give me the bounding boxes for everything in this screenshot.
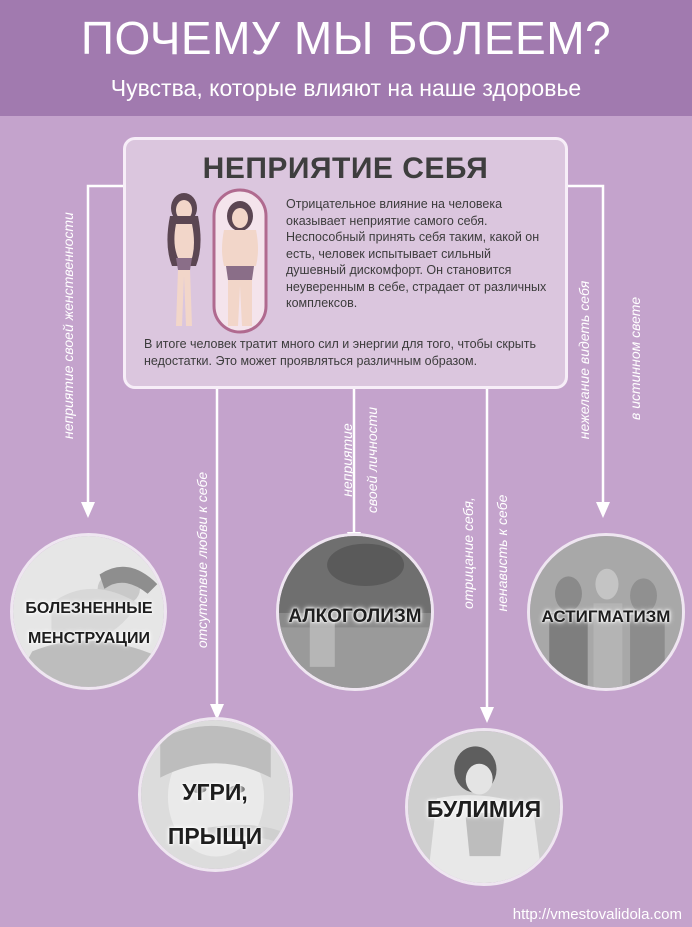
label-femininity: неприятие своей женственности <box>60 212 76 439</box>
label-menstruation-line2: МЕНСТРУАЦИИ <box>28 630 150 647</box>
label-acne-line1: УГРИ, <box>182 779 248 805</box>
label-personality-2: своей личности <box>364 406 380 514</box>
card-title: НЕПРИЯТИЕ СЕБЯ <box>202 152 489 185</box>
card-conclusion: В итоге человек тратит много сил и энергии для того, чтобы скрыть недостатки. Это может проявляться различным образом. <box>144 337 537 368</box>
label-alcoholism: АЛКОГОЛИЗМ <box>288 606 422 627</box>
label-bulimia: БУЛИМИЯ <box>426 796 542 822</box>
women-mirror-illustration <box>152 186 282 336</box>
label-denial-1: отрицание себя, <box>460 497 476 609</box>
self-rejection-card <box>123 137 568 389</box>
label-menstruation-line1: БОЛЕЗНЕННЫЕ <box>25 600 153 617</box>
label-acne-line2: ПРЫЩИ <box>167 823 263 849</box>
label-menstruation <box>9 594 169 654</box>
label-truth-2: в истинном свете <box>627 296 643 420</box>
label-denial-2: ненависть к себе <box>494 494 510 612</box>
page-title: ПОЧЕМУ МЫ БОЛЕЕМ? <box>80 12 612 64</box>
arrow-astigmatism <box>596 502 610 518</box>
arrow-menstruation <box>81 502 95 518</box>
label-truth-1: нежелание видеть себя <box>576 280 592 440</box>
page-subtitle: Чувства, которые влияют на наше здоровье <box>110 75 582 101</box>
card-description: Отрицательное влияние на человека оказывает неприятие самого себя. Неспособный принять себя таким, какой он есть, человек испытывает сильный душевный дискомфорт. Он становится неуверенным в себе, страдает от различных комплексов. <box>286 197 547 310</box>
source-url: http://vmestovalidola.com <box>512 906 682 923</box>
label-acne <box>150 770 280 858</box>
label-astigmatism: АСТИГМАТИЗМ <box>541 607 671 626</box>
line-menstruation <box>88 186 125 510</box>
label-self-love: отсутствие любви к себе <box>194 471 210 649</box>
arrow-bulimia <box>480 707 494 723</box>
label-personality-1: неприятие <box>339 423 355 497</box>
